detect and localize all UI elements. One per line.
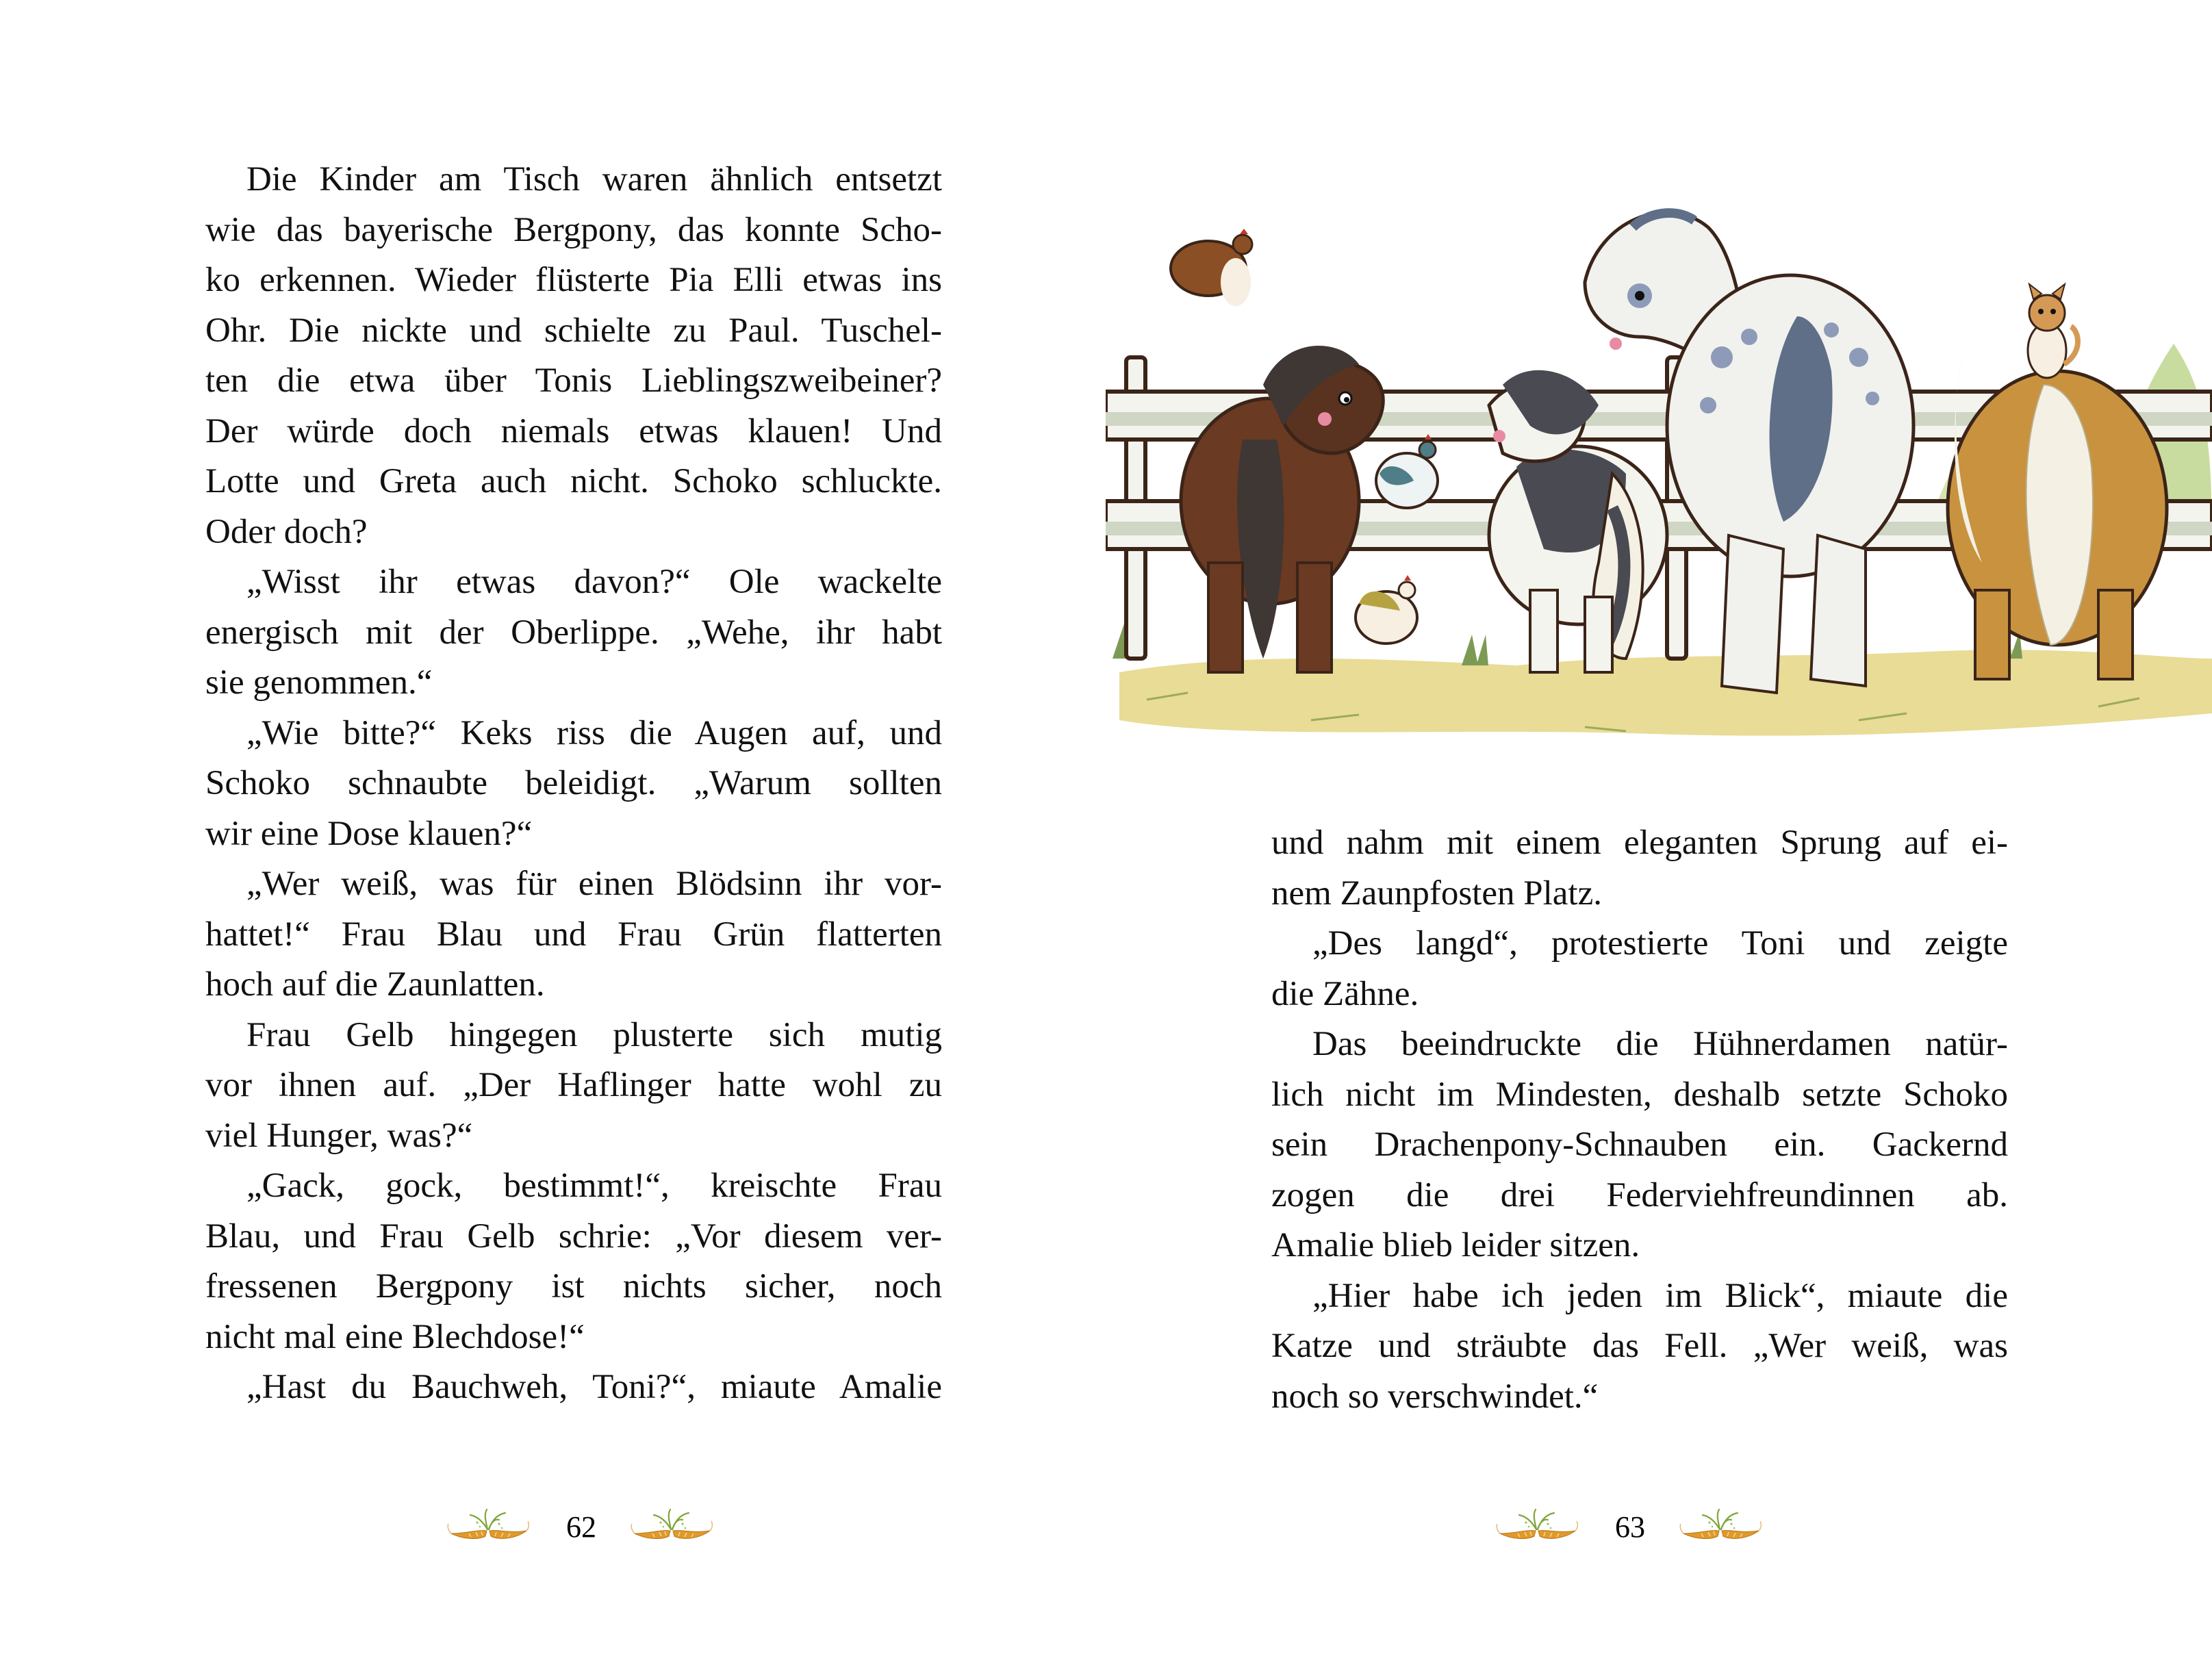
carrot-pair-icon <box>442 1506 537 1547</box>
text-line: „Hier habe ich jeden im Blick“, miaute die <box>1312 1276 2008 1315</box>
paragraph <box>205 1362 942 1413</box>
text-line: Lotte und Greta auch nicht. Schoko schluckte. <box>205 462 942 500</box>
text-line: fressenen Bergpony ist nichts sicher, noch <box>205 1267 942 1306</box>
left-page-text <box>205 155 942 1413</box>
text-line: hattet!“ Frau Blau und Frau Grün flatterten <box>205 915 942 954</box>
paragraph <box>205 155 942 557</box>
text-line: „Wisst ihr etwas davon?“ Ole wackelte <box>246 563 942 601</box>
pony-paddock-illustration <box>1106 179 2212 765</box>
text-line: Oder doch? <box>205 512 368 551</box>
paragraph <box>205 1161 942 1362</box>
text-line: die Zähne. <box>1271 974 1419 1013</box>
paragraph <box>205 709 942 860</box>
paragraph <box>1271 1271 2008 1423</box>
text-line: noch so verschwindet.“ <box>1271 1377 1599 1416</box>
text-line: Blau, und Frau Gelb schrie: „Vor diesem ver- <box>205 1217 942 1256</box>
text-line: „Wie bitte?“ Keks riss die Augen auf, und <box>246 713 942 752</box>
text-line: sie genommen.“ <box>205 663 433 702</box>
text-line: Schoko schnaubte beleidigt. „Warum sollten <box>205 764 942 802</box>
right-page <box>1106 0 2212 1680</box>
straw-ground <box>1119 650 2212 735</box>
page-number: 62 <box>566 1510 596 1544</box>
paragraph <box>205 557 942 709</box>
paragraph <box>1271 919 2008 1019</box>
text-line: zogen die drei Federviehfreundinnen ab. <box>1271 1175 2008 1214</box>
paragraph <box>205 1010 942 1162</box>
text-line: Der würde doch niemals etwas klauen! Und <box>205 411 942 450</box>
text-line: Ohr. Die nickte und schielte zu Paul. Tuschel- <box>205 311 942 350</box>
page-footer <box>442 1503 721 1551</box>
paragraph <box>1271 818 2008 919</box>
text-line: Frau Gelb hingegen plusterte sich mutig <box>246 1015 942 1054</box>
text-line: nicht mal eine Blechdose!“ <box>205 1317 585 1356</box>
page-number: 63 <box>1615 1510 1645 1544</box>
text-line: lich nicht im Mindesten, deshalb setzte Schoko <box>1271 1075 2008 1114</box>
brown-hen <box>1171 229 1252 306</box>
text-line: „Hast du Bauchweh, Toni?“, miaute Amalie <box>246 1368 942 1406</box>
text-line: ko erkennen. Wieder flüsterte Pia Elli etwas ins <box>205 261 942 299</box>
blue-hen <box>1376 434 1438 508</box>
text-line: viel Hunger, was?“ <box>205 1116 473 1155</box>
paragraph <box>1271 1019 2008 1271</box>
text-line: nem Zaunpfosten Platz. <box>1271 874 1602 913</box>
text-line: „Gack, gock, bestimmt!“, kreischte Frau <box>246 1167 942 1205</box>
text-line: und nahm mit einem eleganten Sprung auf ei- <box>1271 824 2008 862</box>
text-line: vor ihnen auf. „Der Haflinger hatte wohl zu <box>205 1066 942 1104</box>
text-line: sein Drachenpony-Schnauben ein. Gackernd <box>1271 1125 2008 1164</box>
text-line: „Des langd“, protestierte Toni und zeigte <box>1312 924 2008 963</box>
text-line: Das beeindruckte die Hühnerdamen natür- <box>1312 1025 2008 1063</box>
text-line: energisch mit der Oberlippe. „Wehe, ihr habt <box>205 613 942 652</box>
text-line: ten die etwa über Tonis Lieblingszweibeiner? <box>205 361 942 400</box>
text-line: Katze und sträubte das Fell. „Wer weiß, was <box>1271 1327 2008 1365</box>
text-line: „Wer weiß, was für einen Blödsinn ihr vor- <box>246 865 942 903</box>
text-line: wir eine Dose klauen?“ <box>205 814 533 853</box>
carrot-pair-icon <box>625 1506 721 1547</box>
text-line: Die Kinder am Tisch waren ähnlich entsetzt <box>246 160 942 199</box>
right-page-text <box>1271 818 2008 1422</box>
paragraph <box>205 859 942 1010</box>
page-footer <box>1490 1503 1770 1551</box>
text-line: hoch auf die Zaunlatten. <box>205 965 545 1004</box>
yellow-hen <box>1356 575 1417 644</box>
text-line: wie das bayerische Bergpony, das konnte Scho- <box>205 210 942 249</box>
cat-on-haflinger <box>2028 284 2078 378</box>
carrot-pair-icon <box>1490 1506 1586 1547</box>
carrot-pair-icon <box>1674 1506 1770 1547</box>
text-line: Amalie blieb leider sitzen. <box>1271 1226 1640 1264</box>
